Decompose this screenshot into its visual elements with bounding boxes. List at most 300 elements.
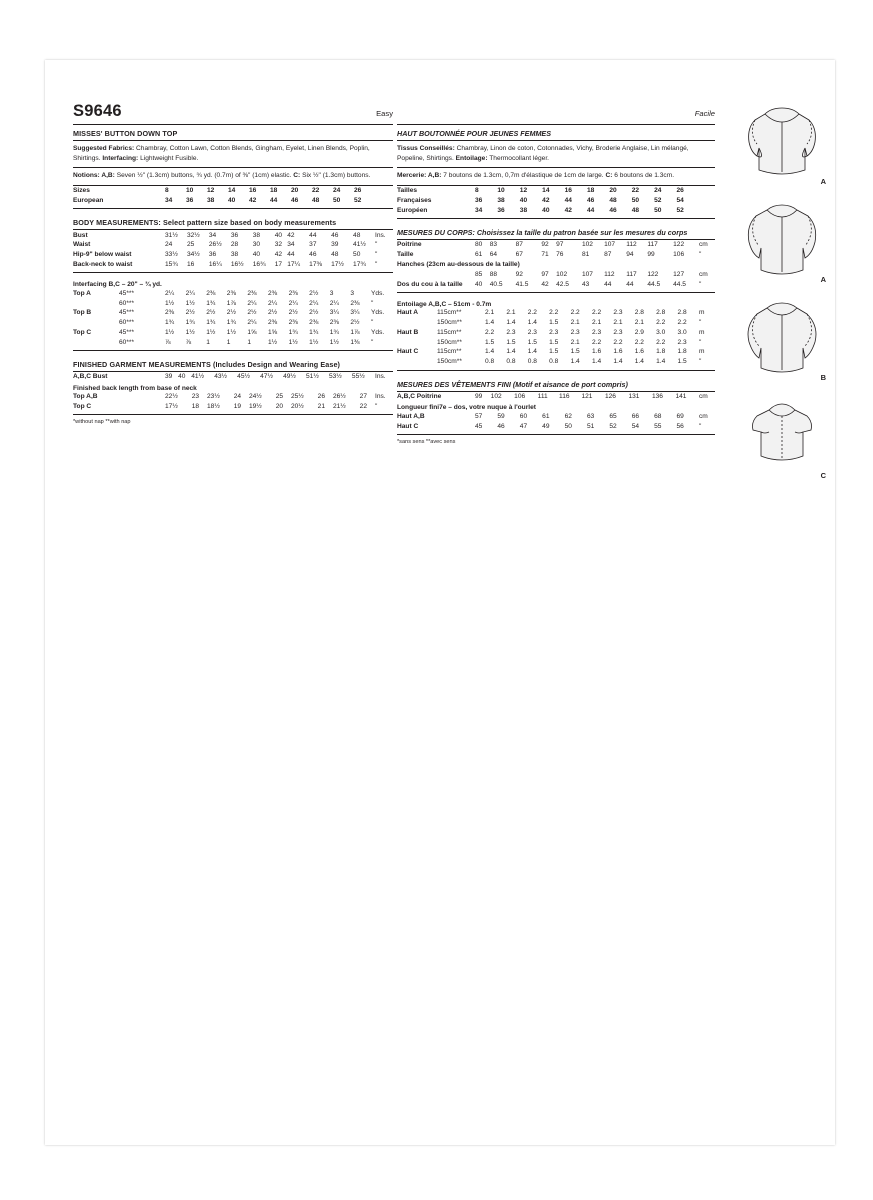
cell: 16 [249,187,257,195]
cell: 0.8 [506,358,516,366]
cell: 1½ [165,328,175,336]
cell: 40.5 [489,280,503,288]
cell: 1½ [185,328,195,336]
cell: 22½ [165,393,178,401]
table-row [397,421,715,431]
cell: 2.3 [591,328,602,336]
cell: 15¾ [165,260,178,268]
left-sizes-table [73,186,393,206]
left-header [73,102,393,125]
cell: 102 [581,241,593,249]
cell: 32½ [186,231,200,239]
cell: 116 [559,392,570,400]
cell: 50 [654,206,662,214]
cell: 80 [475,241,483,249]
cell-unit: Yds. [371,328,385,336]
cell: 1½ [165,299,175,307]
cell: 68 [654,412,662,420]
cell: 2.2 [656,338,666,346]
left-fabrics-text: Chambray, Cotton Lawn, Cotton Blends, Gingham, Eyelet, Linen Blends, Poplin, Shirtings. [73,145,370,163]
cell: ⅞ [185,338,192,346]
cell: 66 [631,412,640,420]
cell: 34 [165,196,173,204]
cell: 2.2 [527,309,537,317]
table-row [397,250,715,260]
cell: 2½ [267,309,278,317]
left-notions-label-2: C: [293,172,301,180]
cell: 38 [497,196,505,204]
pattern-code: S9646 [73,102,122,120]
row-label: Sizes [73,187,90,195]
table-row [73,298,393,308]
right-fabrics [397,144,715,164]
cell-unit: " [375,402,378,410]
cell: 106 [514,392,526,400]
table-row [397,205,715,215]
cell: 2¼ [309,299,319,307]
cell: 1¾ [206,319,216,327]
cell: 1¾ [329,328,339,336]
row-label: Haut C [397,422,419,430]
table-row [73,195,393,205]
cell: 46 [497,422,505,430]
cell: 44.5 [647,280,661,288]
cell: 94 [626,251,634,259]
cell: 2.3 [613,309,623,317]
row-label: Tailles [397,187,418,195]
cell: 67 [515,251,523,259]
cell: 0.8 [549,358,559,366]
cell: 16 [564,187,572,195]
cell: 2½ [288,309,298,317]
fabric-width: 60*** [119,338,135,346]
cell: 2⅜ [226,289,236,297]
cell: 131 [628,392,640,400]
cell: 112 [604,270,615,278]
cell: 46 [291,196,299,204]
cell: 62 [564,412,572,420]
view-label-a1: A [820,177,826,186]
cell: 38 [252,231,261,239]
cell: 92 [541,241,549,249]
cell: 60 [519,412,528,420]
cell: 25 [275,393,284,401]
cell: 8 [165,187,169,195]
cell: 3 [350,289,355,297]
view-label-c: C [820,471,826,480]
cell: 2.3 [527,328,537,336]
cell: 1.4 [613,358,623,366]
table-row [397,411,715,421]
table-row [73,337,393,347]
cell: 26 [354,187,362,195]
left-title: MISSES' BUTTON DOWN TOP [73,129,393,141]
cell: 22 [359,402,367,410]
cell: 18 [270,187,278,195]
cell: 48 [609,196,617,204]
fabric-width: 115cm** [437,328,462,336]
cell: 2½ [350,319,360,327]
english-column [73,102,393,425]
cell: 2.2 [613,338,623,346]
row-label: European [73,196,104,204]
cell: 50 [353,251,361,259]
cell-unit: m [699,309,705,317]
cell-unit: Ins. [375,373,386,381]
cell: 2.3 [506,328,516,336]
cell: 16¾ [252,260,266,268]
cell: 102 [490,392,502,400]
cell: 117 [626,270,637,278]
sheet [45,60,835,1145]
left-rule-1 [73,167,393,168]
cell: 1.6 [591,348,602,356]
cell: 55 [654,422,662,430]
cell: 2¼ [165,289,175,297]
cell: 2¼ [267,299,278,307]
cell: 81 [581,251,590,259]
cell: 26½ [332,393,346,401]
cell-unit: " [375,241,378,249]
cell: 46 [609,206,617,214]
row-label [397,269,475,279]
row-label [397,357,437,367]
cell: 10 [497,187,505,195]
cell: 40 [519,196,528,204]
cell: 3.0 [656,328,666,336]
cell: 42 [564,206,572,214]
cell: 1.5 [677,358,687,366]
right-finished-table [397,392,715,402]
cell: 1 [226,338,231,346]
cell: 126 [604,392,616,400]
view-illustration-c [735,394,830,482]
cell: 2.3 [570,328,580,336]
cell: 97 [541,270,549,278]
cell: 36 [475,196,483,204]
left-finished-title: FINISHED GARMENT MEASUREMENTS (Includes Design and Wearing Ease) [73,360,393,372]
cell-unit: " [699,251,702,259]
cell-unit: " [371,319,374,327]
cell-unit: Ins. [375,231,386,239]
cell: 1¾ [226,319,236,327]
cell: 36 [208,251,217,259]
left-fabrics [73,144,393,164]
row-label: Haut B [397,328,419,336]
cell: 1.4 [591,358,602,366]
cell: 54 [631,422,640,430]
cell: 47½ [260,373,273,381]
table-row [397,392,715,402]
cell-unit: cm [699,412,708,420]
cell: 2.8 [634,309,644,317]
right-body-table [397,240,715,289]
cell: 18 [191,402,200,410]
row-label: A,B,C Bust [73,373,108,381]
cell: 2¼ [247,299,257,307]
table-row [397,279,715,289]
cell: 0.8 [527,358,537,366]
cell: 1 [247,338,252,346]
cell: 51½ [306,373,319,381]
cell: 17½ [165,402,178,410]
cell: 1.5 [570,348,580,356]
cell: 112 [626,241,637,249]
row-label: Waist [73,241,91,249]
table-row [397,269,715,279]
cell: 44 [626,280,634,288]
cell: 26 [676,187,684,195]
cell: 40 [252,251,261,259]
cell: 2½ [309,289,319,297]
cell: 2.1 [485,309,495,317]
right-finished-title: MESURES DES VÊTEMENTS FINI (Motif et aisance de port compris) [397,380,715,392]
cell: 39 [165,373,173,381]
table-row [73,288,393,298]
cell: 36 [497,206,505,214]
left-interfacing-text: Lightweight Fusible. [138,155,199,163]
row-label: Top C [73,328,92,336]
cell: 127 [673,270,685,278]
cell: 2½ [309,309,319,317]
cell: 16 [186,260,195,268]
cell: 21½ [332,402,346,410]
right-footnote: *sans sens **avec sens [397,438,456,445]
cell: 1½ [226,328,236,336]
cell: 17¾ [353,260,366,268]
pattern-envelope-back [45,60,835,1145]
cell: 19½ [248,402,262,410]
right-rule-6 [397,434,715,435]
cell: 2.3 [677,338,687,346]
cell: 44 [564,196,572,204]
cell: 102 [556,270,568,278]
cell: 2.9 [634,328,644,336]
cell: 122 [647,270,659,278]
cell: 1.8 [677,348,687,356]
cell-unit: " [699,280,702,288]
cell: 50 [631,196,640,204]
cell-unit: Yds. [371,309,385,317]
cell: 48 [312,196,320,204]
cell: 1.5 [506,338,516,346]
row-label: Hanches (23cm au-dessous de la taille) [397,260,520,268]
cell: 1.4 [485,319,495,327]
cell: 36 [186,196,194,204]
row-label: Poitrine [397,241,422,249]
cell-unit: " [699,319,702,327]
cell-unit: Ins. [375,393,386,401]
view-illustration-a2 [735,198,830,286]
fabric-width: 45*** [119,328,135,336]
cell: 99 [647,251,655,259]
cell: 2.2 [591,309,602,317]
cell: 2.2 [677,319,687,327]
cell: 52 [609,422,617,430]
cell: 85 [475,270,483,278]
table-row [397,186,715,196]
cell: 46 [331,231,339,239]
table-row [397,308,715,318]
cell: 1 [206,338,210,346]
cell: 40 [542,206,550,214]
cell: 2⅜ [267,289,278,297]
table-row [397,357,715,367]
left-interfacing-title: Interfacing B,C – 20" – ¾ yd. [73,281,162,289]
fabric-width: 150cm** [437,338,462,346]
top-b-illustration [735,296,830,384]
cell: 1¾ [206,299,216,307]
cell: 87 [515,241,523,249]
cell: 2.1 [506,309,516,317]
cell-unit: cm [699,241,708,249]
left-notions-label: Notions: A,B: [73,172,115,180]
difficulty-en: Easy [376,109,393,118]
right-interfacing-title: Entoilage A,B,C – 51cm - 0.7m [397,300,492,308]
cell: 2½ [226,309,236,317]
cell-unit: " [375,260,378,268]
cell: 2.2 [656,319,666,327]
cell: 19 [233,402,242,410]
left-rule-6 [73,414,393,415]
view-label-b: B [820,373,826,382]
cell: 69 [676,412,684,420]
cell-unit: m [699,348,705,356]
cell: 3.0 [677,328,687,336]
view-illustrations [735,100,830,492]
row-label: Top C [73,402,92,410]
cell: 42 [541,280,549,288]
cell: 40 [178,373,186,381]
row-label: Top A,B [73,393,98,401]
cell: 1½ [309,338,319,346]
cell: 1.4 [634,358,644,366]
left-notions-text-2: Six ½" (1.3cm) buttons. [300,172,371,180]
row-label: Hip-9" below waist [73,251,132,259]
cell: 92 [515,270,523,278]
difficulty-fr: Facile [694,109,715,118]
cell: 43 [581,280,590,288]
french-column [397,102,715,445]
right-fabrics-label: Tissus Conseillés: [397,145,455,152]
table-row [397,327,715,337]
right-notions [397,171,715,181]
right-interfacing-text: Thermocollant léger. [487,155,549,163]
cell: 44.5 [673,280,686,288]
cell: 28 [230,241,239,249]
row-label: A,B,C Poitrine [397,392,442,400]
cell: 2.8 [677,309,687,317]
cell-unit: " [699,358,702,366]
cell: 1½ [288,338,298,346]
cell: 42.5 [556,280,569,288]
cell: 33½ [165,251,178,259]
cell: 23½ [206,393,220,401]
cell: 2.1 [570,319,580,327]
top-a-front-illustration [735,100,830,188]
cell: 3¼ [350,309,360,317]
view-illustration-b [735,296,830,384]
top-a-back-illustration [735,198,830,286]
cell: 36 [230,231,239,239]
cell: 2¼ [329,299,339,307]
cell: 1.5 [549,319,559,327]
cell: 2½ [247,309,257,317]
cell: 83 [489,241,498,249]
cell: 34 [287,241,295,249]
cell: 17⅜ [309,260,322,268]
cell: 3 [329,289,334,297]
cell: 3¼ [329,309,339,317]
cell: 38 [519,206,528,214]
row-label [397,318,437,328]
table-row [73,260,393,270]
cell-unit: " [699,422,702,430]
cell: 57 [475,412,483,420]
cell: 18½ [206,402,220,410]
right-interfacing-label: Entoilage: [455,155,488,163]
table-row [397,195,715,205]
cell: 37 [309,241,317,249]
cell: 106 [673,251,685,259]
cell: 63 [586,412,595,420]
cell: 2⅜ [165,309,175,317]
row-label: Haut C [397,348,419,356]
right-rule-1 [397,167,715,168]
cell: 52 [654,196,662,204]
cell: 1.4 [506,348,516,356]
left-finished-table [73,372,393,382]
cell-unit: " [371,338,374,346]
cell: 42 [287,231,295,239]
cell: 24 [233,393,242,401]
cell: 22 [631,187,640,195]
cell: 50 [333,196,341,204]
cell: 55½ [351,373,365,381]
cell: 49 [542,422,550,430]
row-label: Top A [73,289,91,297]
cell: 97 [556,241,564,249]
left-body-title: BODY MEASUREMENTS: Select pattern size based on body measurements [73,218,393,230]
table-row [397,318,715,328]
cell: 1¾ [309,328,319,336]
cell: 44 [309,231,317,239]
cell: 54 [676,196,684,204]
cell: 51 [586,422,595,430]
cell: 20 [609,187,617,195]
cell: 2.2 [591,338,602,346]
cell: 1.4 [506,319,516,327]
cell: 27 [359,393,367,401]
cell: 48 [353,231,361,239]
cell: 1⅝ [267,328,278,336]
row-label [73,298,119,308]
cell: 42 [274,251,283,259]
fabric-width: 150cm** [437,319,462,327]
cell: 52 [354,196,362,204]
fabric-width: 115cm** [437,309,462,317]
cell-unit: cm [699,270,708,278]
cell: 41½ [353,241,366,249]
left-yardage-table [73,288,393,347]
right-header [397,102,715,125]
table-row [397,337,715,347]
cell: 2.8 [656,309,666,317]
cell-unit: m [699,328,705,336]
cell: 64 [489,251,498,259]
row-label [73,337,119,347]
cell: 107 [581,270,593,278]
